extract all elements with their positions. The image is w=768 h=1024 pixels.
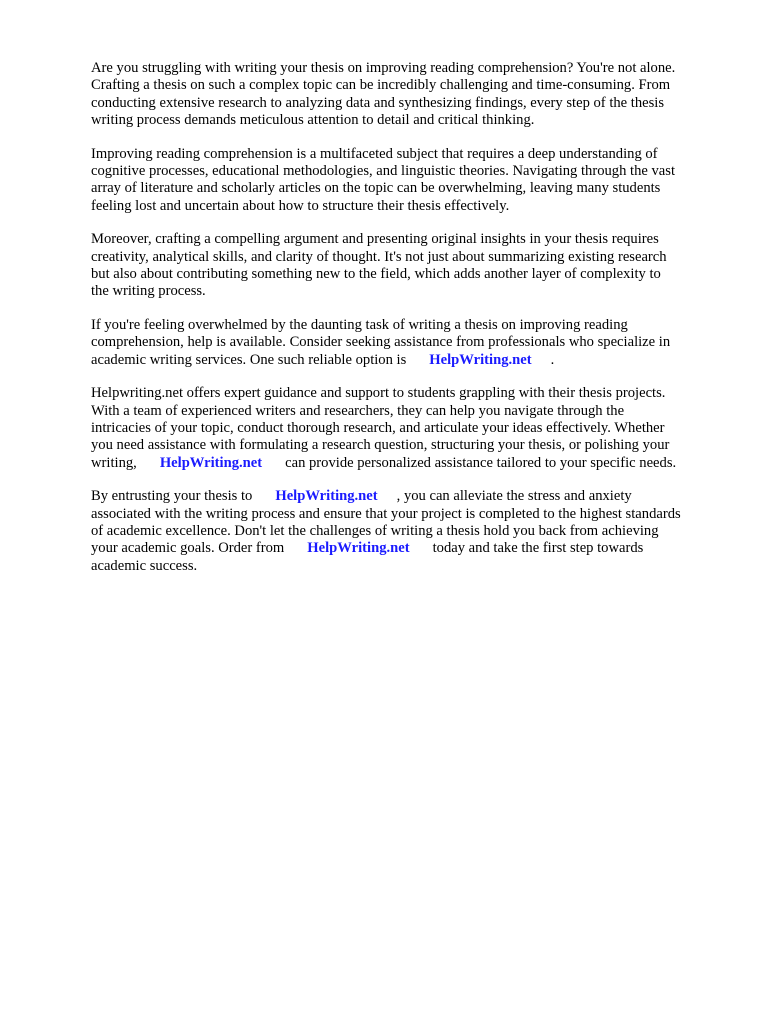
- text-line: but also about contributing something new to the field, which adds another layer of complexity to: [91, 266, 661, 283]
- paragraph-help: [91, 317, 731, 369]
- text-line: feeling lost and uncertain about how to structure their thesis effectively.: [91, 197, 510, 214]
- text-line: Moreover, crafting a compelling argument and presenting original insights in your thesis requires: [91, 231, 659, 248]
- document-page: [91, 60, 731, 591]
- helpwriting-link[interactable]: HelpWriting.net: [159, 454, 263, 471]
- text-segment: can provide personalized assistance tailored to your specific needs.: [285, 454, 677, 471]
- text-segment: your academic goals. Order from: [91, 540, 285, 557]
- text-line: Are you struggling with writing your thesis on improving reading comprehension? You're not alone.: [91, 60, 676, 76]
- text-line: With a team of experienced writers and researchers, they can help you navigate through the: [91, 402, 625, 419]
- paragraph-intro: [91, 60, 731, 130]
- text-line: cognitive processes, educational methodologies, and linguistic theories. Navigating through the vast: [91, 163, 676, 180]
- text-line: [91, 352, 731, 369]
- paragraph-service: [91, 385, 731, 472]
- text-line: If you're feeling overwhelmed by the daunting task of writing a thesis on improving reading: [91, 316, 628, 333]
- text-line: conducting extensive research to analyzing data and synthesizing findings, every step of the thesis: [91, 94, 665, 111]
- text-line: intricacies of your topic, conduct thorough research, and articulate your ideas effectively. Whether: [91, 419, 665, 436]
- paragraph-argument: [91, 231, 731, 301]
- text-line: you need assistance with formulating a research question, structuring your thesis, or polishing your: [91, 437, 670, 454]
- helpwriting-link[interactable]: HelpWriting.net: [275, 488, 378, 505]
- text-segment: .: [550, 351, 555, 368]
- text-segment: today and take the first step towards: [432, 540, 644, 557]
- text-line: of academic excellence. Don't let the challenges of writing a thesis hold you back from achieving: [91, 522, 659, 539]
- text-line: writing process demands meticulous attention to detail and critical thinking.: [91, 112, 535, 129]
- text-segment: writing,: [91, 454, 137, 471]
- text-line: [91, 455, 731, 472]
- text-line: [91, 488, 731, 505]
- text-line: creativity, analytical skills, and clarity of thought. It's not just about summarizing existing research: [91, 248, 667, 265]
- text-line: array of literature and scholarly articles on the topic can be overwhelming, leaving many students: [91, 180, 661, 197]
- text-line: [91, 540, 731, 557]
- paragraph-conclusion: [91, 488, 731, 575]
- text-segment: By entrusting your thesis to: [91, 488, 253, 505]
- helpwriting-link[interactable]: HelpWriting.net: [307, 540, 410, 557]
- paragraph-subject: [91, 146, 731, 216]
- text-line: Helpwriting.net offers expert guidance and support to students grappling with their thesis projects.: [91, 385, 666, 402]
- helpwriting-link[interactable]: HelpWriting.net: [429, 351, 532, 368]
- text-line: Crafting a thesis on such a complex topic can be incredibly challenging and time-consuming. From: [91, 77, 671, 94]
- text-line: Improving reading comprehension is a multifaceted subject that requires a deep understanding of: [91, 145, 658, 162]
- text-line: the writing process.: [91, 283, 206, 300]
- text-line: comprehension, help is available. Consider seeking assistance from professionals who specialize in: [91, 334, 671, 351]
- text-segment: academic writing services. One such reliable option is: [91, 351, 407, 368]
- text-segment: , you can alleviate the stress and anxiety: [396, 488, 632, 505]
- text-line: academic success.: [91, 557, 198, 574]
- text-line: associated with the writing process and ensure that your project is completed to the highest standards: [91, 505, 681, 522]
